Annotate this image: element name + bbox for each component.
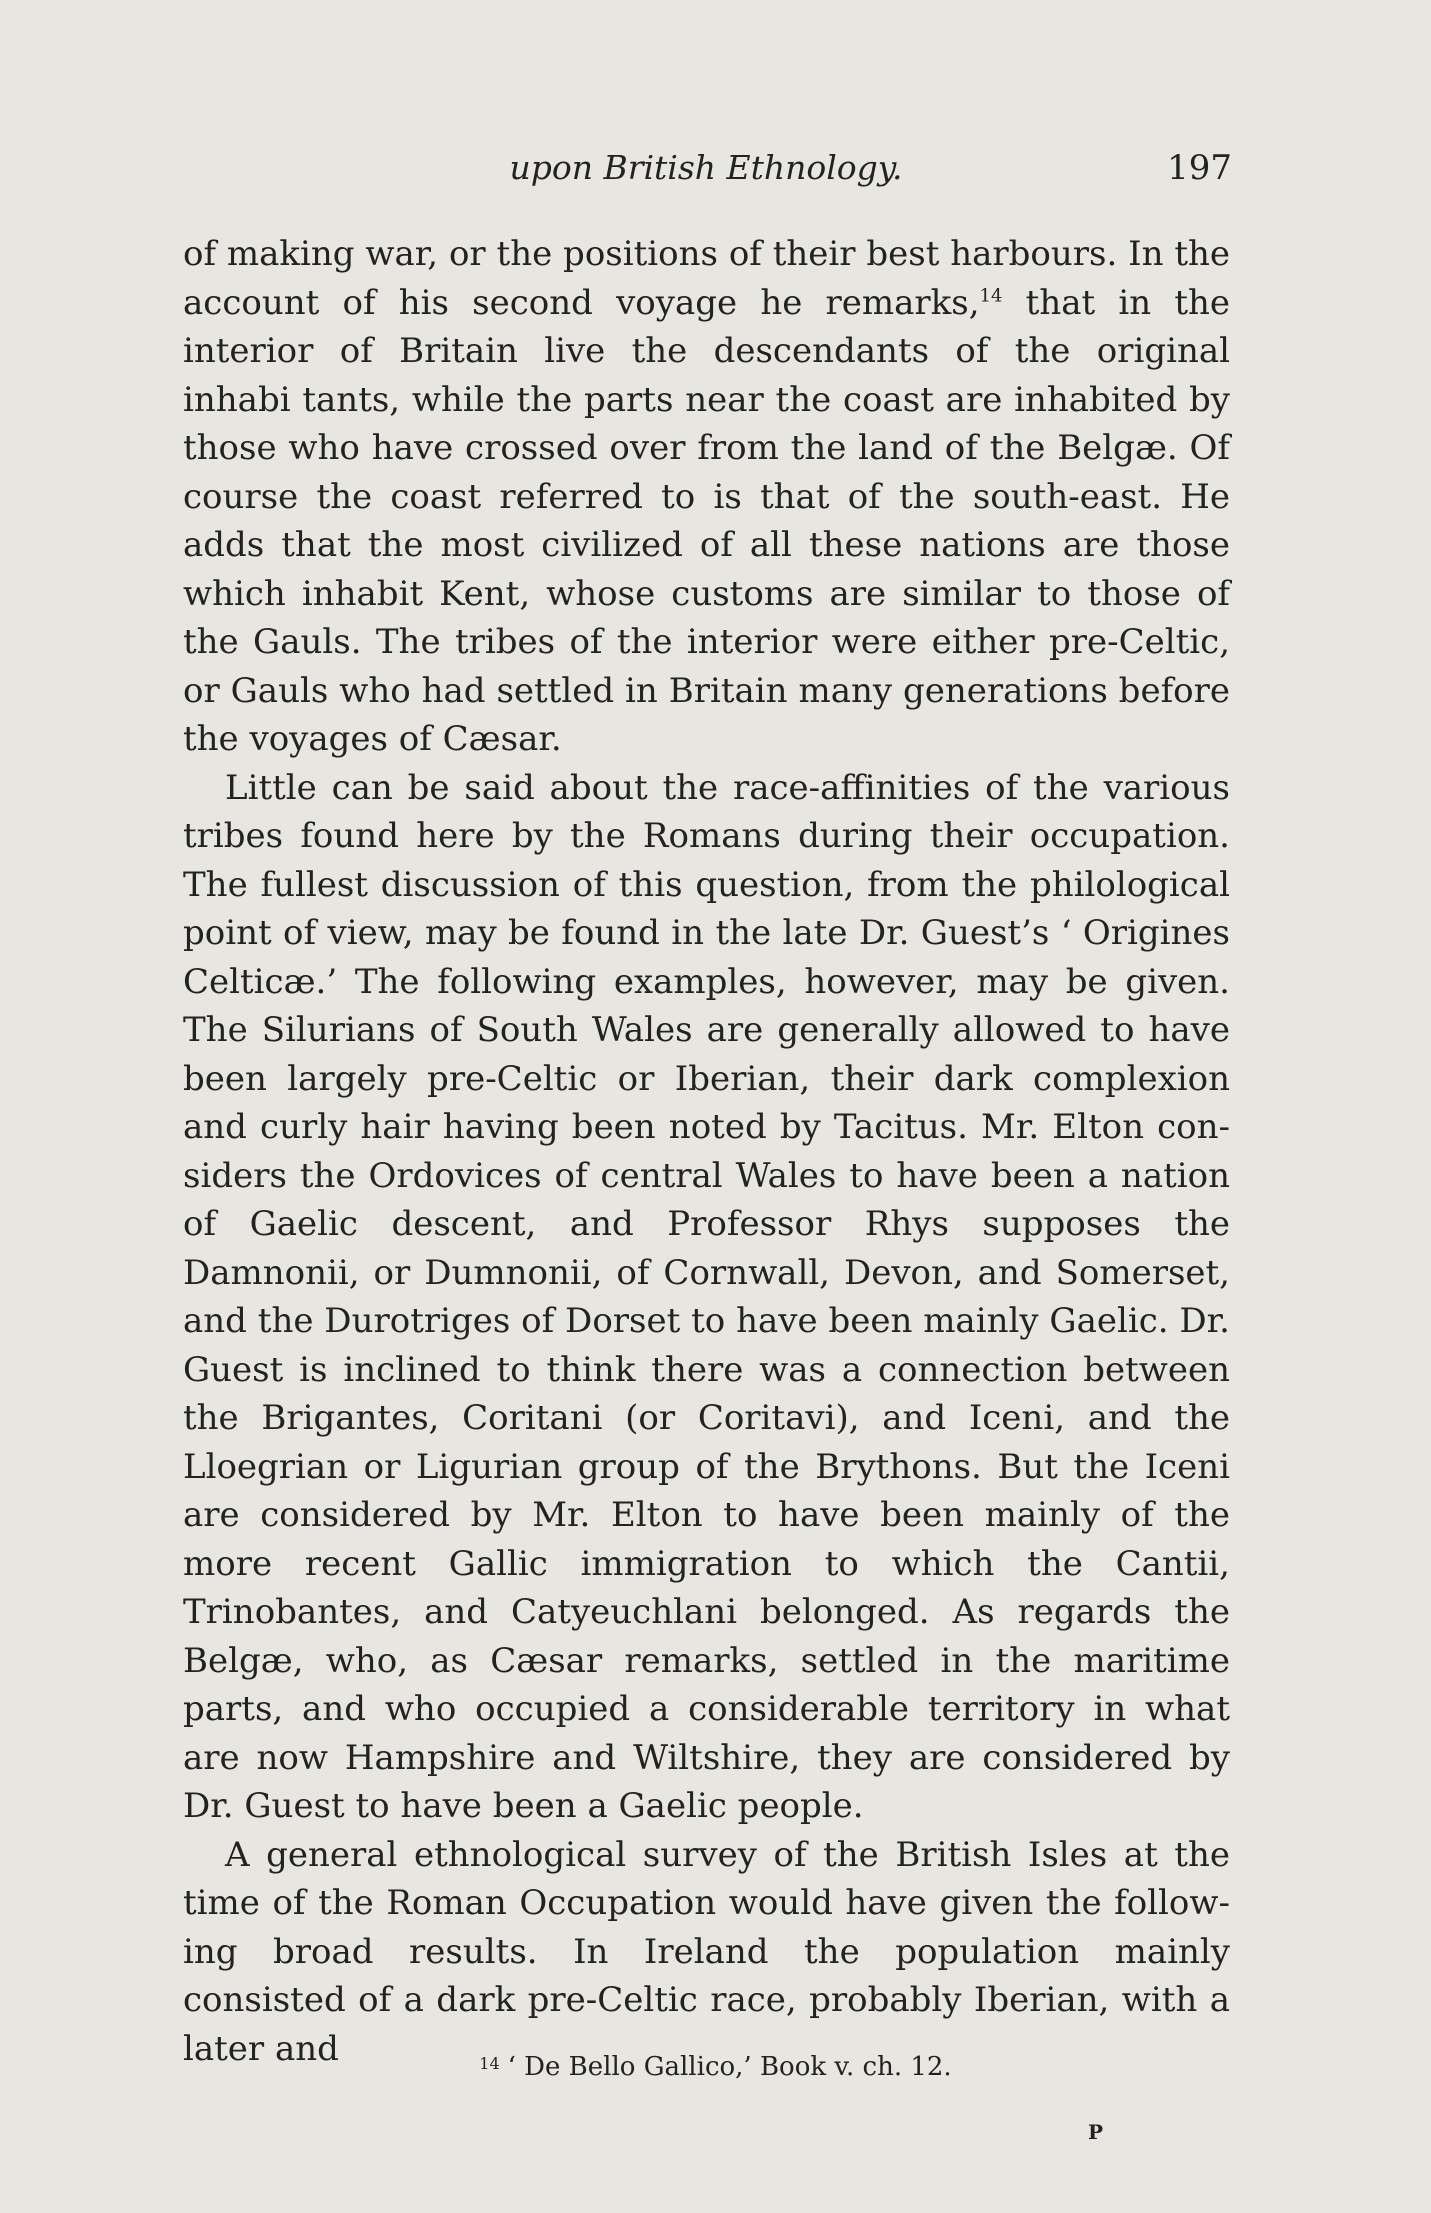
footnote-reference: 14: [979, 285, 1003, 307]
page-number: 197: [1167, 148, 1232, 188]
signature-mark: P: [1088, 2120, 1104, 2144]
paragraph-1: [183, 230, 1230, 764]
paragraph-1-end: that in the interior of Britain live the descendants of the original inhabi tants, while the parts near the coast are inhabited by those who have crossed over from the land of the Belgæ. Of course the coast referred to is that of the south-east. He adds that the most civilized of all these nations are those which inhabit Kent, whose customs are similar to those of the Gauls. The tribes of the interior were either pre-Celtic, or Gauls who had settled in Britain many generations before the voyages of Cæsar.: [183, 282, 1230, 759]
paragraph-1-start: of making war, or the positions of their best harbours. In the account of his second voyage he remarks,: [183, 234, 1230, 323]
paragraph-2: Little can be said about the race-affinities of the various tribes found here by the Romans during their occupation. The fullest discussion of this question, from the philological point of view, may be found in the late Dr. Guest’s ‘ Origines Celticæ.’ The following examples, however, may be given. The Silurians of South Wales are generally allowed to have been largely pre-Celtic or Iberian, their dark complexion and curly hair having been noted by Tacitus. Mr. Elton considers the Ordovices of central Wales to have been a nation of Gaelic descent, and Professor Rhys supposes the Damnonii, or Dumnonii, of Cornwall, Devon, and Somerset, and the Durotriges of Dorset to have been mainly Gaelic. Dr. Guest is inclined to think there was a connection between the Brigantes, Coritani (or Coritavi), and Iceni, and the Lloegrian or Ligurian group of the Brythons. But the Iceni are considered by Mr. Elton to have been mainly of the more recent Gallic immigration to which the Cantii, Trinobantes, and Catyeuchlani belonged. As regards the Belgæ, who, as Cæsar remarks, settled in the maritime parts, and who occupied a considerable territory in what are now Hampshire and Wiltshire, they are considered by Dr. Guest to have been a Gaelic people.: [183, 767, 1230, 1826]
running-title: upon British Ethnology.: [509, 148, 903, 187]
paragraph-3: A general ethnological survey of the British Isles at the time of the Roman Occupation would have given the following broad results. In Ireland the population mainly consisted of a dark pre-Celtic race, probably Iberian, with a later and: [183, 1834, 1230, 2069]
running-head: [180, 148, 1232, 198]
footnote-marker: 14: [479, 2054, 500, 2073]
footnote: [0, 2052, 1431, 2082]
footnote-text: ‘ De Bello Gallico,’ Book v. ch. 12.: [507, 2052, 952, 2082]
body-text: [183, 230, 1230, 2073]
